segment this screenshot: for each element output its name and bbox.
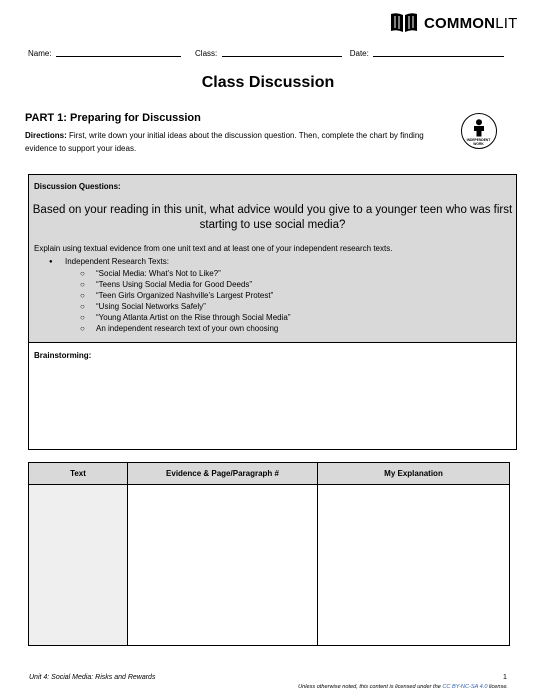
list-item: ○ “Using Social Networks Safely” <box>80 301 291 312</box>
discussion-questions-label: Discussion Questions: <box>34 182 121 191</box>
list-item: ○ “Social Media: What’s Not to Like?” <box>80 268 291 279</box>
header-fields <box>28 48 504 58</box>
research-texts-list <box>49 256 291 334</box>
date-field[interactable] <box>373 48 504 57</box>
brainstorming-box[interactable] <box>28 343 517 450</box>
independent-work-badge <box>461 113 497 149</box>
list-item: ○ “Teen Girls Organized Nashville’s Largest Protest” <box>80 290 291 301</box>
research-texts-heading: ● Independent Research Texts: ○ “Social Media: What’s Not to Like?” ○ “Teens Using Social Media for Good Deeds” ○ “Teen Girls Organized Nashville’s Largest Protest” ○ “Using Social Networks Safely” ○ “Young Atlanta Artist on the Rise through Social Media” ○ An independent research text of your own choosing <box>49 256 291 334</box>
column-header-text: Text <box>29 463 128 485</box>
part-heading: PART 1: Preparing for Discussion <box>25 112 201 124</box>
discussion-questions-box <box>28 174 517 343</box>
open-book-icon <box>390 12 418 34</box>
page-number: 1 <box>503 674 507 681</box>
column-header-evidence: Evidence & Page/Paragraph # <box>128 463 318 485</box>
brand-wordmark: COMMONLIT <box>424 14 518 32</box>
page-title: Class Discussion <box>201 74 335 91</box>
directions-text: First, write down your initial ideas about the discussion question. Then, complete the chart by finding evidence to support your ideas. <box>25 131 424 153</box>
text-cell[interactable] <box>29 485 128 646</box>
table-header-row <box>29 463 510 485</box>
name-field[interactable] <box>56 48 181 57</box>
brainstorming-label: Brainstorming: <box>34 351 92 360</box>
directions-label: Directions: <box>25 131 67 140</box>
research-texts-sublist <box>49 268 291 334</box>
table-row <box>29 485 510 646</box>
class-field[interactable] <box>222 48 342 57</box>
list-item: ○ “Young Atlanta Artist on the Rise through Social Media” <box>80 312 291 323</box>
discussion-question: Based on your reading in this unit, what advice would you give to a younger teen who was first starting to use social media? <box>32 204 513 231</box>
evidence-cell[interactable] <box>128 485 318 646</box>
evidence-table <box>28 462 510 646</box>
license-post: license. <box>487 684 508 690</box>
list-item: ○ An independent research text of your own choosing <box>80 323 291 334</box>
date-label: Date: <box>349 49 369 58</box>
license-pre: Unless otherwise noted, this content is licensed under the <box>298 684 443 690</box>
person-icon <box>472 119 486 137</box>
badge-line1: INDEPENDENT <box>466 138 491 142</box>
license-notice <box>298 684 508 690</box>
list-item: ○ “Teens Using Social Media for Good Deeds” <box>80 279 291 290</box>
column-header-explanation: My Explanation <box>318 463 510 485</box>
class-label: Class: <box>195 49 218 58</box>
badge-line2: WORK <box>473 142 484 146</box>
license-link[interactable]: CC BY-NC-SA 4.0 <box>442 684 488 690</box>
discussion-explain: Explain using textual evidence from one unit text and at least one of your independent research texts. <box>34 244 393 253</box>
commonlit-logo <box>390 12 517 34</box>
name-label: Name: <box>28 49 52 58</box>
explanation-cell[interactable] <box>318 485 510 646</box>
footer-unit: Unit 4: Social Media: Risks and Rewards <box>29 674 156 681</box>
directions <box>25 129 445 155</box>
